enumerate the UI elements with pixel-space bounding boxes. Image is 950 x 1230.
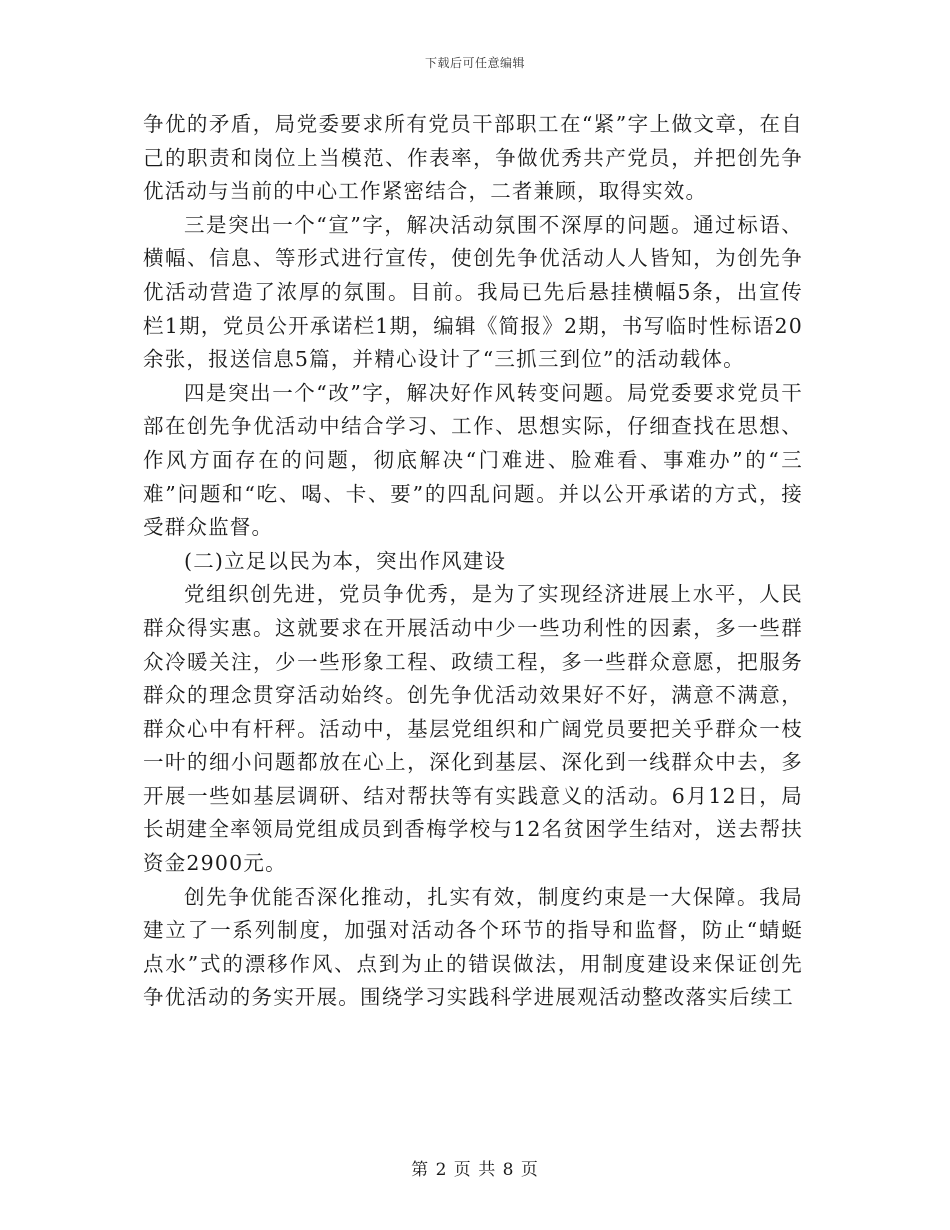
paragraph-continued: 争优的矛盾，局党委要求所有党员干部职工在“紧”字上做文章，在自己的职责和岗位上当模范、作表率，争做优秀共产党员，并把创先争优活动与当前的中心工作紧密结合，二者兼顾，取得实效。: [143, 112, 803, 204]
paragraph-xuan: 三是突出一个“宣”字，解决活动氛围不深厚的问题。通过标语、横幅、信息、等形式进行宣传，使创先争优活动人人皆知，为创先争优活动营造了浓厚的氛围。目前。我局已先后悬挂横幅5条，出宣传栏1期，党员公开承诺栏1期，编辑《简报》2期，书写临时性标语20余张，报送信息5篇，并精心设计了“三抓三到位”的活动载体。: [143, 212, 803, 372]
page-number: 第 2 页 共 8 页: [411, 1160, 539, 1180]
page-header-note: 下载后可任意编辑: [424, 56, 525, 70]
document-body: [143, 108, 803, 1015]
paragraph-gai: 四是突出一个“改”字，解决好作风转变问题。局党委要求党员干部在创先争优活动中结合学习、工作、思想实际，仔细查找在思想、作风方面存在的问题，彻底解决“门难进、脸难看、事难办”的“三难”问题和“吃、喝、卡、要”的四乱问题。并以公开承诺的方式，接受群众监督。: [143, 380, 803, 540]
paragraph-system-guarantee: 创先争优能否深化推动，扎实有效，制度约束是一大保障。我局建立了一系列制度，加强对活动各个环节的指导和监督，防止“蜻蜓点水”式的漂移作风、点到为止的错误做法，用制度建设来保证创先争优活动的务实开展。围绕学习实践科学进展观活动整改落实后续工: [143, 884, 803, 1010]
paragraph-people-oriented: 党组织创先进，党员争优秀，是为了实现经济进展上水平，人民群众得实惠。这就要求在开展活动中少一些功利性的因素，多一些群众冷暖关注，少一些形象工程、政绩工程，多一些群众意愿，把服务群众的理念贯穿活动始终。创先争优活动效果好不好，满意不满意，群众心中有杆秤。活动中，基层党组织和广阔党员要把关乎群众一枝一叶的细小问题都放在心上，深化到基层、深化到一线群众中去，多开展一些如基层调研、结对帮扶等有实践意义的活动。6月12日，局长胡建全率领局党组成员到香梅学校与12名贫困学生结对，送去帮扶资金2900元。: [143, 582, 803, 876]
section-heading: (二)立足以民为本，突出作风建设: [184, 548, 507, 573]
